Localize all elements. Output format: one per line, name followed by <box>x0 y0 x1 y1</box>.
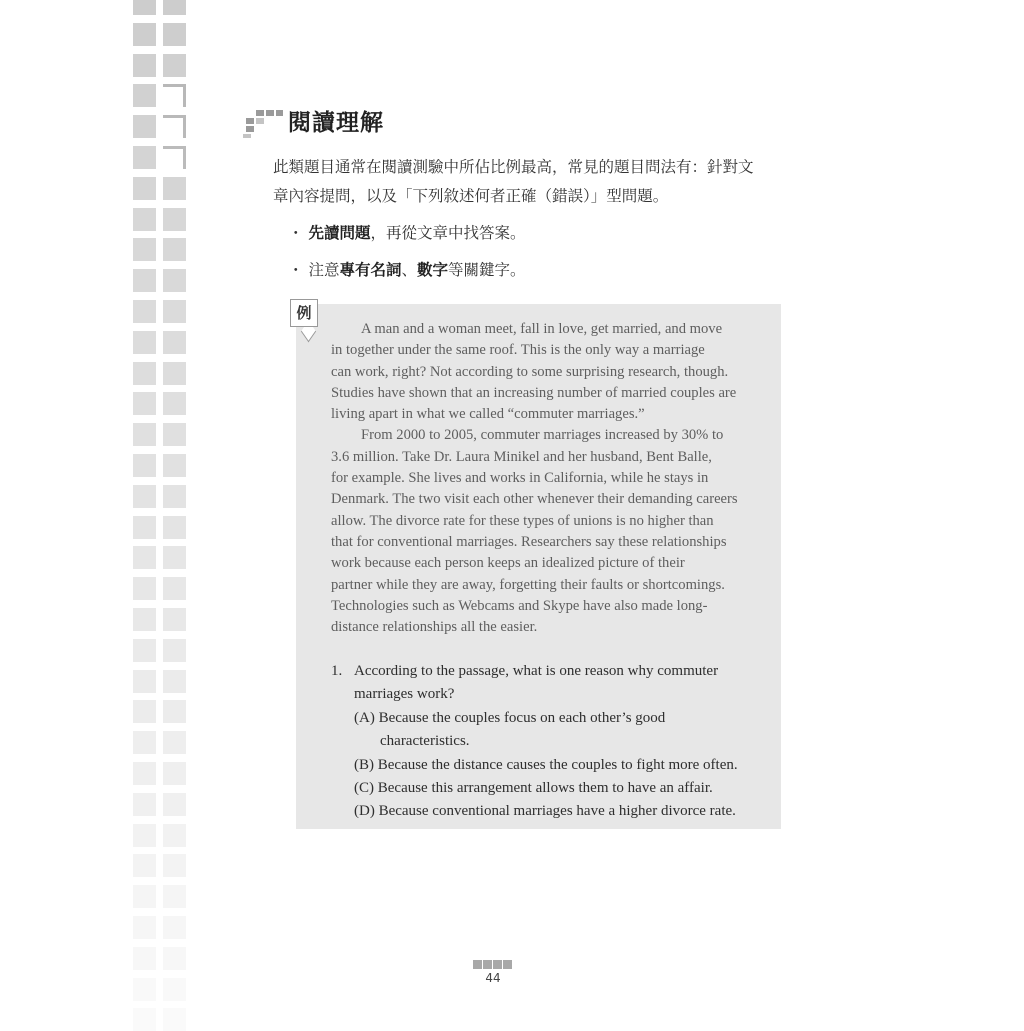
decorative-square <box>163 516 186 539</box>
question-number: 1. <box>331 663 343 679</box>
decorative-square <box>133 362 156 385</box>
decorative-square <box>163 362 186 385</box>
decorative-square <box>133 238 156 261</box>
decorative-square <box>133 639 156 662</box>
reading-passage <box>331 319 779 638</box>
decorative-square <box>163 978 186 1001</box>
decorative-square <box>163 300 186 323</box>
decorative-square <box>163 331 186 354</box>
tip-text: 等關鍵字。 <box>448 261 526 279</box>
option-a-continued[interactable]: characteristics. <box>380 733 470 750</box>
decorative-square-column <box>133 0 189 1024</box>
decorative-square <box>163 670 186 693</box>
decorative-square <box>133 885 156 908</box>
decorative-square <box>133 916 156 939</box>
passage-line: for example. She lives and works in California, while he stays in <box>331 470 709 487</box>
decorative-square <box>163 700 186 723</box>
decorative-square <box>133 23 156 46</box>
bullet-dot: ・ <box>288 261 304 279</box>
decorative-square <box>133 300 156 323</box>
decorative-square <box>133 84 156 107</box>
decorative-square <box>163 0 186 15</box>
decorative-square <box>163 608 186 631</box>
decorative-square <box>163 177 186 200</box>
passage-line: work because each person keeps an idealized picture of their <box>331 555 685 572</box>
decorative-square <box>133 670 156 693</box>
decorative-square <box>163 23 186 46</box>
decorative-square <box>163 423 186 446</box>
decorative-square <box>163 854 186 877</box>
tip-read-questions-first <box>288 221 525 243</box>
decorative-square <box>133 762 156 785</box>
tip-text: 、 <box>401 261 417 279</box>
decorative-square <box>133 331 156 354</box>
decorative-square <box>163 115 186 138</box>
question-text: According to the passage, what is one reason why commuter <box>354 663 719 679</box>
decorative-square <box>133 947 156 970</box>
passage-line: partner while they are away, forgetting their faults or shortcomings. <box>331 576 725 593</box>
decorative-square <box>163 208 186 231</box>
question-text: marriages work? <box>354 686 455 703</box>
tip-bold-text: 數字 <box>417 260 449 279</box>
tip-bold-text: 先讀問題 <box>308 223 371 242</box>
decorative-square <box>163 824 186 847</box>
decorative-square <box>163 146 186 169</box>
decorative-square <box>133 824 156 847</box>
decorative-square <box>163 454 186 477</box>
section-title: 閱讀理解 <box>288 109 384 136</box>
tip-text: 注意 <box>308 261 340 279</box>
passage-line: 3.6 million. Take Dr. Laura Minikel and her husband, Bent Balle, <box>331 448 712 465</box>
decorative-square <box>133 54 156 77</box>
decorative-square <box>133 0 156 15</box>
intro-line: 此類題目通常在閱讀測驗中所佔比例最高，常見的題目問法有：針對文 <box>273 158 754 176</box>
decorative-square <box>133 546 156 569</box>
decorative-square <box>163 1008 186 1031</box>
decorative-square <box>133 115 156 138</box>
decorative-square <box>163 392 186 415</box>
passage-line: that for conventional marriages. Researchers say these relationships <box>331 533 727 550</box>
decorative-square <box>133 978 156 1001</box>
decorative-square <box>133 854 156 877</box>
decorative-square <box>163 577 186 600</box>
decorative-square <box>163 84 186 107</box>
example-tag: 例 <box>290 299 318 327</box>
decorative-square <box>133 577 156 600</box>
decorative-square <box>133 177 156 200</box>
decorative-square <box>163 793 186 816</box>
intro-line: 章內容提問，以及「下列敘述何者正確（錯誤）」型問題。 <box>273 187 669 205</box>
decorative-square <box>133 793 156 816</box>
passage-line: allow. The divorce rate for these types of unions is no higher than <box>331 512 714 529</box>
decorative-square <box>133 392 156 415</box>
decorative-square <box>133 485 156 508</box>
passage-line: living apart in what we called “commuter marriages.” <box>331 406 645 423</box>
decorative-square <box>133 1008 156 1031</box>
decorative-square <box>163 916 186 939</box>
passage-line: Studies have shown that an increasing number of married couples are <box>331 384 737 401</box>
tip-keywords <box>288 258 526 280</box>
decorative-square <box>133 608 156 631</box>
option-b[interactable]: (B) Because the distance causes the couples to fight more often. <box>354 756 738 773</box>
passage-line: Denmark. The two visit each other whenever their demanding careers <box>331 491 738 508</box>
decorative-square <box>163 238 186 261</box>
page-number: 44 <box>485 971 501 985</box>
decorative-square <box>133 516 156 539</box>
intro-paragraph <box>273 153 793 211</box>
decorative-square <box>133 454 156 477</box>
bullet-dot: ・ <box>288 224 304 242</box>
option-a[interactable]: (A) Because the couples focus on each other’s good <box>354 709 666 726</box>
passage-line: From 2000 to 2005, commuter marriages increased by 30% to <box>361 427 724 444</box>
passage-line: Technologies such as Webcams and Skype have also made long- <box>331 597 708 614</box>
passage-line: in together under the same roof. This is the only way a marriage <box>331 342 705 359</box>
passage-line: A man and a woman meet, fall in love, get married, and move <box>361 321 723 337</box>
decorative-square <box>133 208 156 231</box>
decorative-square <box>163 54 186 77</box>
decorative-square <box>163 885 186 908</box>
decorative-square <box>163 947 186 970</box>
decorative-square <box>163 485 186 508</box>
passage-line: can work, right? Not according to some surprising research, though. <box>331 363 729 380</box>
decorative-square <box>133 731 156 754</box>
option-c[interactable]: (C) Because this arrangement allows them to have an affair. <box>354 780 713 796</box>
decorative-square <box>163 639 186 662</box>
footer-squares-icon <box>473 960 513 969</box>
decorative-square <box>163 269 186 292</box>
decorative-square <box>133 146 156 169</box>
decorative-square <box>163 762 186 785</box>
decorative-square <box>133 700 156 723</box>
passage-line: distance relationships all the easier. <box>331 619 538 636</box>
decorative-square <box>163 731 186 754</box>
stacked-squares-icon <box>243 108 283 138</box>
option-d[interactable]: (D) Because conventional marriages have a higher divorce rate. <box>354 803 736 820</box>
decorative-square <box>133 269 156 292</box>
decorative-square <box>163 546 186 569</box>
decorative-square <box>133 423 156 446</box>
tip-bold-text: 專有名詞 <box>339 260 402 279</box>
tip-text: ，再從文章中找答案。 <box>370 224 526 242</box>
